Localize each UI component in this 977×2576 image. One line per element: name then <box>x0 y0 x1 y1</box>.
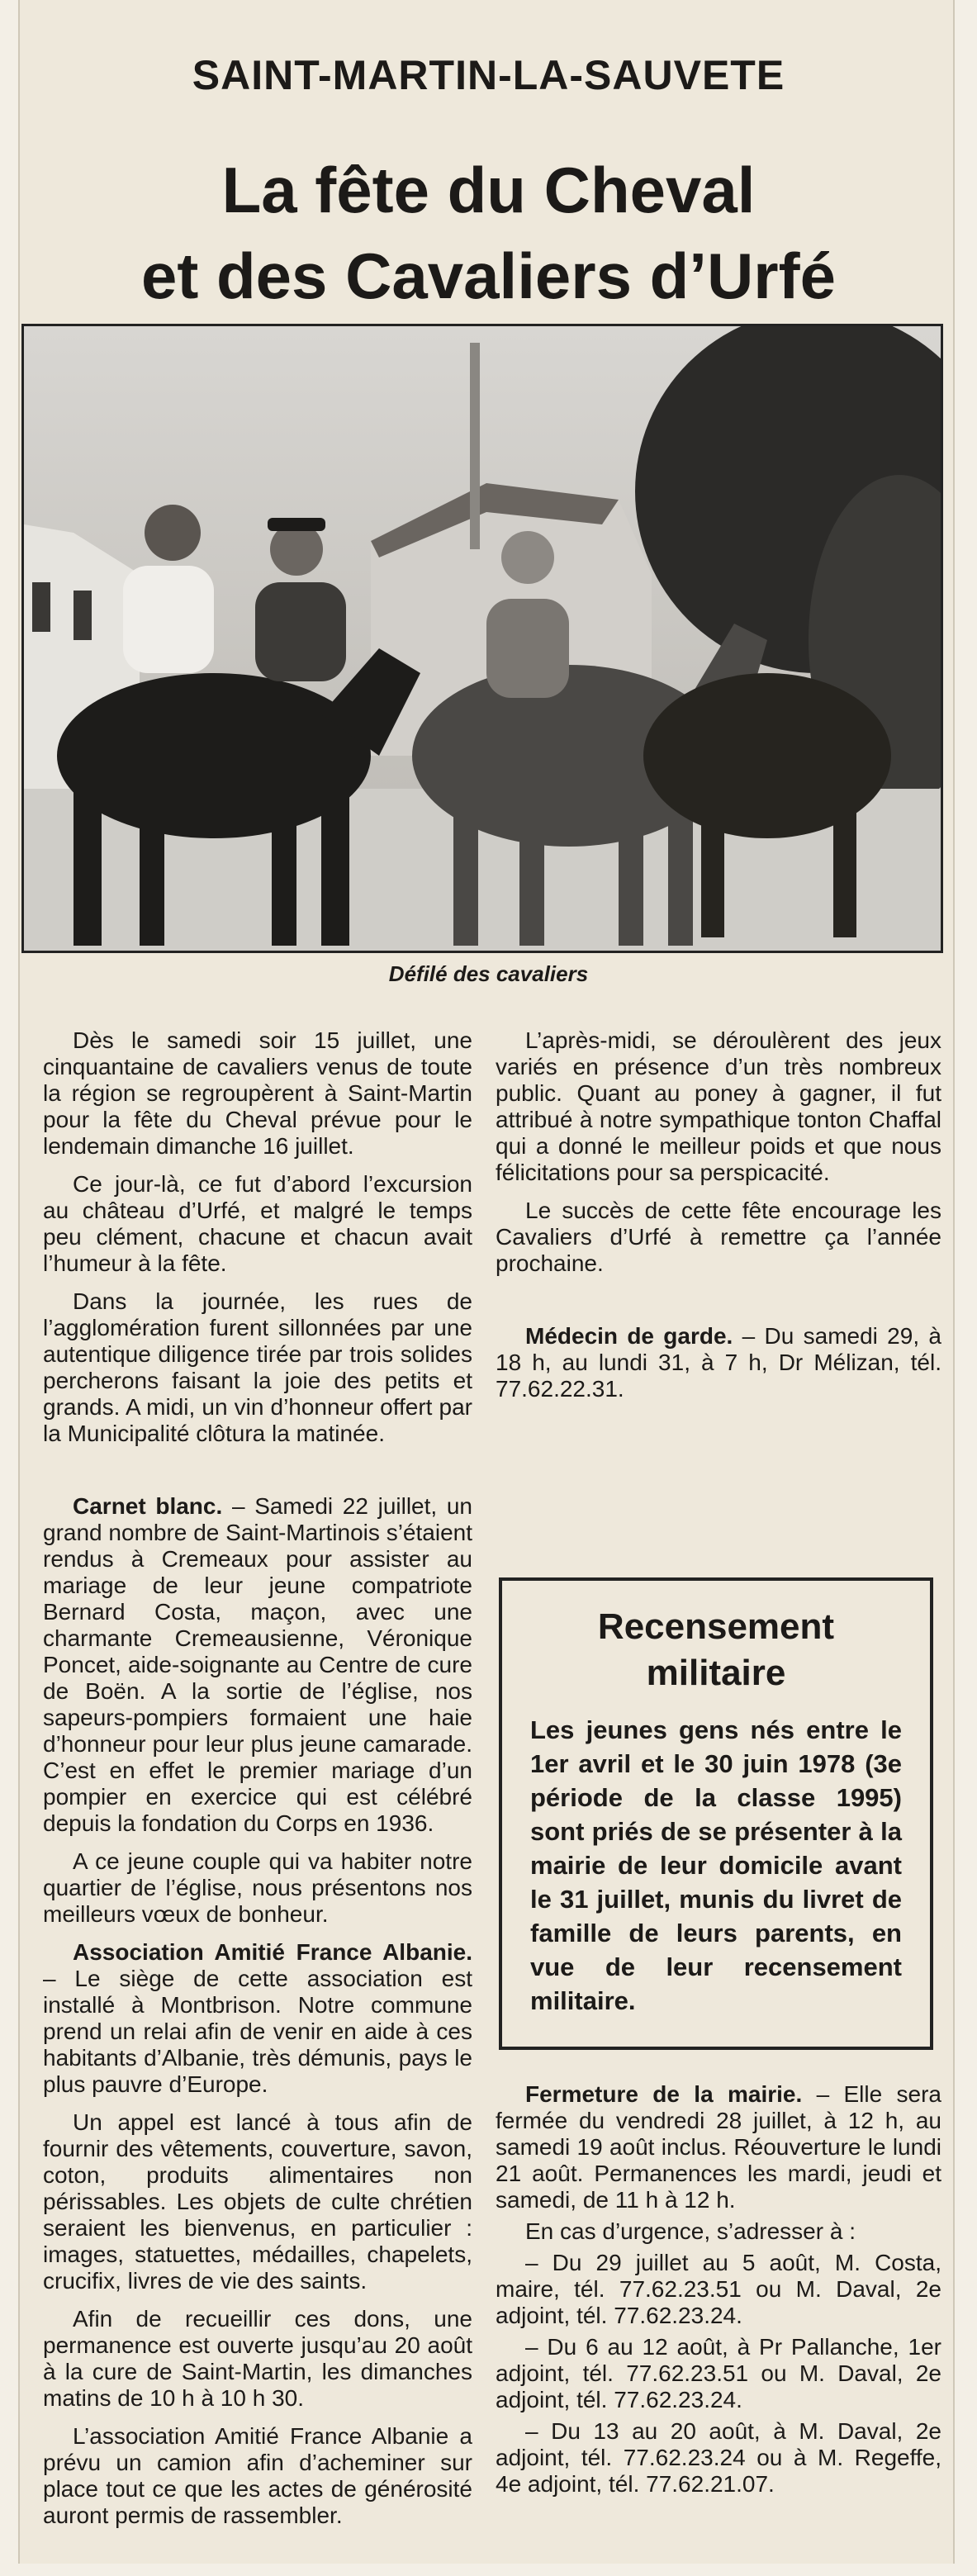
article-paragraph-4: L’après-midi, se déroulèrent des jeux variés en présence d’un très nombreux public. Quant au poney à gagner, il fut attribué à notre sympathique tonton Chaffal qui a donné le meilleur poids et que nous félicitations pour sa perspicacité. <box>496 1027 941 1185</box>
parade-photo <box>21 324 943 953</box>
association-paragraph-2: Un appel est lancé à tous afin de fournir des vêtements, couverture, savon, coton, produits alimentaires non périssables. Les objets de culte chrétien seraient les bienvenus, en particulier : images, statuettes, médailles, chapelets, crucifix, livres de vie des saints. <box>43 2109 472 2294</box>
mairie-contact-line-2: – Du 6 au 12 août, à Pr Pallanche, 1er adjoint, tél. 77.62.23.51 ou M. Daval, 2e adjoint, tél. 77.62.23.24. <box>496 2334 941 2412</box>
mairie-text: – Elle sera fermée du vendredi 28 juillet, à 12 h, au samedi 19 août inclus. Réouverture le lundi 21 août. Permanences les mardi, jeudi et samedi, de 11 h à 12 h. <box>496 2081 941 2213</box>
carnet-blanc-paragraph-2: A ce jeune couple qui va habiter notre quartier de l’église, nous présentons nos meilleurs vœux de bonheur. <box>43 1848 472 1927</box>
recensement-title: Recensement militaire <box>597 1606 835 1693</box>
association-paragraph <box>43 1939 472 2098</box>
mairie-section <box>496 2081 941 2502</box>
medecin-paragraph <box>496 1323 941 1402</box>
carnet-blanc-text: – Samedi 22 juillet, un grand nombre de Saint-Martinois s’étaient rendus à Cremeaux pour assister au mariage de leur jeune compatriote Bernard Costa, maçon, avec une charmante Cremeausienne, Véronique Poncet, aide-soignante au Centre de cure de Boën. A la sortie de l’église, nos sapeurs-pompiers formaient une haie d’honneur pour leur plus jeune camarade. C’est en effet le premier mariage d’un pompier en exercice qui est célébré depuis la fondation du Corps en 1936. <box>43 1493 473 1836</box>
article-paragraph-5: Le succès de cette fête encourage les Cavaliers d’Urfé à remettre ça l’année prochaine. <box>496 1198 941 1276</box>
photo-caption: Défilé des cavaliers <box>388 961 589 986</box>
headline-line-1: La fête du Cheval <box>221 154 756 226</box>
mairie-urgence-line: En cas d’urgence, s’adresser à : <box>525 2218 856 2244</box>
medecin-text: – Du samedi 29, à 18 h, au lundi 31, à 7 h, Dr Mélizan, tél. 77.62.22.31. <box>496 1323 941 1402</box>
association-paragraph-4: L’association Amitié France Albanie a prévu un camion afin d’acheminer sur place tout ce que les actes de générosité auront permis de rassembler. <box>43 2423 472 2528</box>
mairie-contact-line-1: – Du 29 juillet au 5 août, M. Costa, maire, tél. 77.62.23.51 ou M. Daval, 2e adjoint, tél. 77.62.23.24. <box>496 2250 941 2328</box>
article-kicker: SAINT-MARTIN-LA-SAUVETE <box>192 52 785 98</box>
article-paragraph-3: Dans la journée, les rues de l’agglomération furent sillonnées par une autentique diligence tirée par trois solides percherons faisant la joie des petits et grands. A midi, un vin d’honneur offert par la Municipalité clôtura la matinée. <box>43 1288 472 1446</box>
carnet-blanc-title: Carnet blanc. <box>73 1493 223 1519</box>
recensement-text: Les jeunes gens nés entre le 1er avril et le 30 juin 1978 (3e période de la classe 1995) sont priés de se présenter à la mairie de leur domicile avant le 31 juillet, munis du livret de famille de leurs parents, en vue de leur recensement militaire. <box>530 1715 902 2015</box>
article-headline <box>0 147 977 319</box>
association-title: Association Amitié France Albanie. <box>73 1939 472 1965</box>
carnet-blanc-paragraph <box>43 1493 472 1837</box>
mairie-contact-line-3: – Du 13 au 20 août, à M. Daval, 2e adjoint, tél. 77.62.23.24 ou à M. Regeffe, 4e adjoint, tél. 77.62.21.07. <box>496 2418 941 2497</box>
article-paragraph-2: Ce jour-là, ce fut d’abord l’excursion au château d’Urfé, et malgré le temps peu clément, chacune et chacun avait l’humeur à la fête. <box>43 1171 472 1276</box>
article-paragraph-1: Dès le samedi soir 15 juillet, une cinquantaine de cavaliers venus de toute la région se regroupèrent à Saint-Martin pour la fête du Cheval prévue pour le lendemain dimanche 16 juillet. <box>43 1027 472 1159</box>
association-text: – Le siège de cette association est installé à Montbrison. Notre commune prend un relai afin de venir en aide à ces habitants d’Albanie, très démunis, pays le plus pauvre d’Europe. <box>43 1966 472 2097</box>
mairie-title: Fermeture de la mairie. <box>525 2081 803 2107</box>
medecin-title: Médecin de garde. <box>525 1323 733 1349</box>
mairie-paragraph <box>496 2081 941 2213</box>
association-paragraph-3: Afin de recueillir ces dons, une permanence est ouverte jusqu’au 20 août à la cure de Saint-Martin, les dimanches matins de 10 h à 10 h 30. <box>43 2306 472 2411</box>
recensement-box <box>499 1577 933 2050</box>
left-column <box>43 1027 472 2540</box>
right-column <box>496 1027 941 1414</box>
headline-line-2: et des Cavaliers d’Urfé <box>140 240 837 312</box>
